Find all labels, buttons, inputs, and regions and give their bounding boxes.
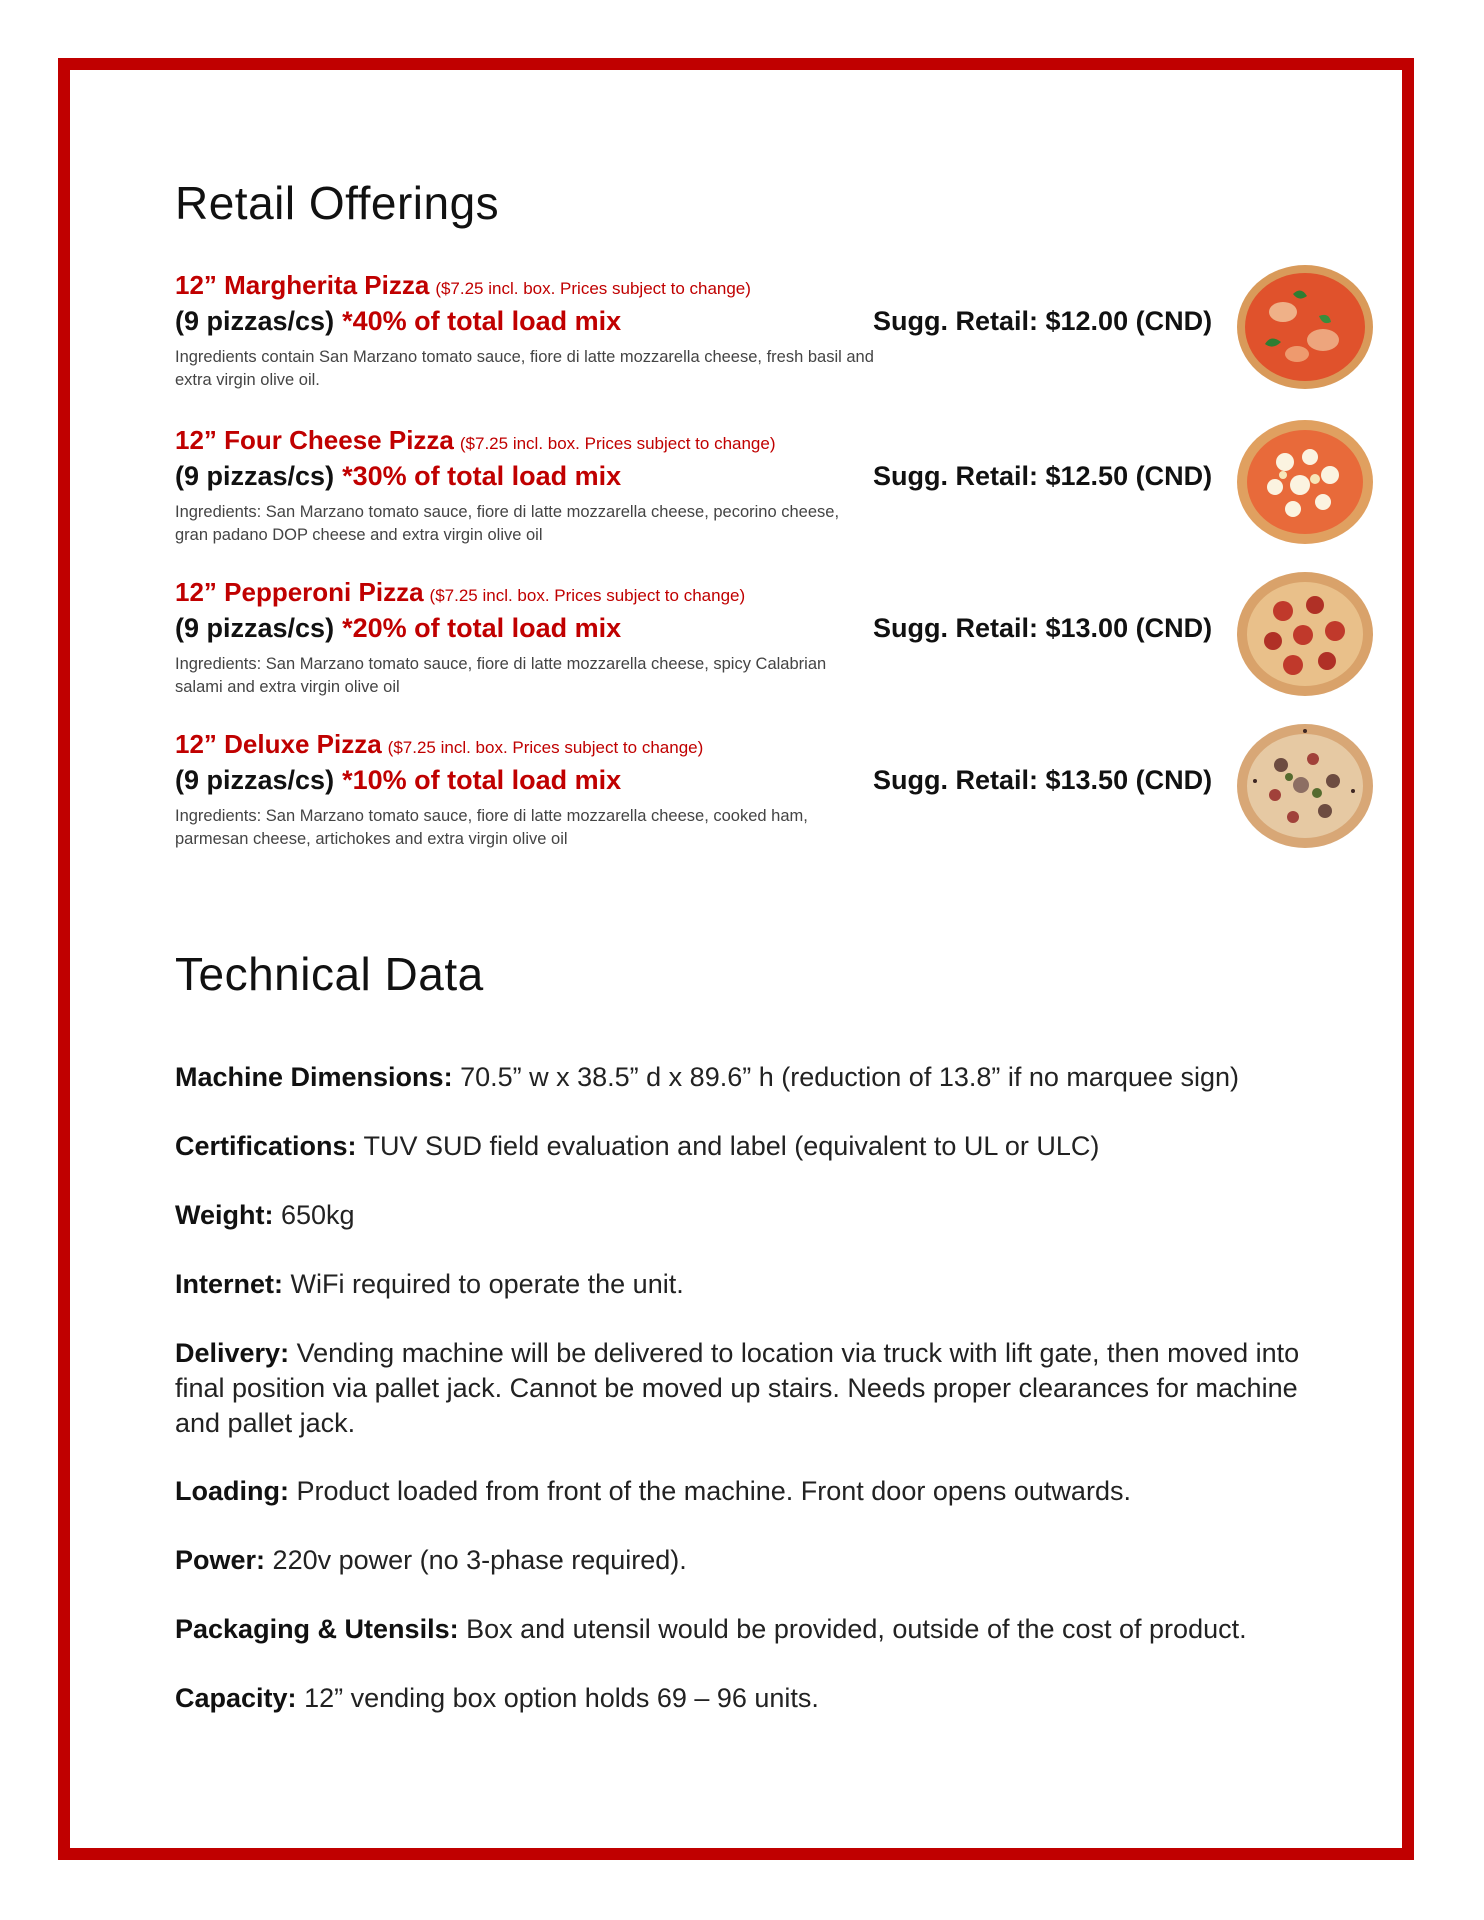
product-load-mix: *40% of total load mix — [342, 306, 622, 336]
product-four-cheese — [175, 425, 1395, 565]
product-load-mix: *10% of total load mix — [342, 765, 622, 795]
tech-internet — [175, 1267, 1325, 1302]
deluxe-pizza-image — [1235, 721, 1375, 851]
tech-power — [175, 1543, 1325, 1578]
product-suggested-retail: Sugg. Retail: $13.00 (CND) — [873, 613, 1213, 643]
product-case-count: (9 pizzas/cs) — [175, 306, 335, 336]
product-name: 12” Deluxe Pizza — [175, 729, 382, 759]
tech-value: 12” vending box option holds 69 – 96 units. — [304, 1683, 819, 1713]
tech-label: Internet: — [175, 1269, 283, 1299]
product-load-mix: *30% of total load mix — [342, 461, 622, 491]
tech-machine-dimensions — [175, 1060, 1325, 1095]
four-cheese-pizza-image — [1235, 417, 1375, 547]
product-load-mix: *20% of total load mix — [342, 613, 622, 643]
product-case-count: (9 pizzas/cs) — [175, 613, 335, 643]
tech-value: 70.5” w x 38.5” d x 89.6” h (reduction of 13.8” if no marquee sign) — [460, 1062, 1239, 1092]
tech-label: Power: — [175, 1545, 266, 1575]
tech-label: Machine Dimensions: — [175, 1062, 453, 1092]
tech-value: Box and utensil would be provided, outside of the cost of product. — [466, 1614, 1247, 1644]
product-suggested-retail: Sugg. Retail: $13.50 (CND) — [873, 765, 1213, 795]
tech-value: Product loaded from front of the machine. Front door opens outwards. — [296, 1476, 1131, 1506]
product-price-note: ($7.25 incl. box. Prices subject to change) — [459, 434, 776, 453]
product-ingredients: Ingredients: San Marzano tomato sauce, fiore di latte mozzarella cheese, spicy Calabrian salami and extra virgin olive oil — [175, 655, 827, 696]
tech-value: TUV SUD field evaluation and label (equivalent to UL or ULC) — [363, 1131, 1100, 1161]
retail-offerings-title: Retail Offerings — [175, 177, 500, 229]
tech-delivery — [175, 1336, 1325, 1441]
product-name: 12” Pepperoni Pizza — [175, 577, 424, 607]
product-case-count: (9 pizzas/cs) — [175, 461, 335, 491]
product-margherita — [175, 270, 1395, 410]
product-deluxe — [175, 729, 1395, 869]
product-name: 12” Four Cheese Pizza — [175, 425, 454, 455]
tech-packaging-utensils — [175, 1612, 1325, 1647]
tech-value: WiFi required to operate the unit. — [290, 1269, 684, 1299]
tech-value: 220v power (no 3-phase required). — [272, 1545, 687, 1575]
tech-label: Delivery: — [175, 1338, 290, 1368]
product-pepperoni — [175, 577, 1395, 717]
tech-label: Capacity: — [175, 1683, 297, 1713]
product-ingredients: Ingredients: San Marzano tomato sauce, fiore di latte mozzarella cheese, pecorino cheese, gran padano DOP cheese and extra virgin olive oil — [175, 503, 840, 544]
product-ingredients: Ingredients: San Marzano tomato sauce, fiore di latte mozzarella cheese, cooked ham, parmesan cheese, artichokes and extra virgin olive oil — [175, 807, 808, 848]
tech-capacity — [175, 1681, 1325, 1716]
pepperoni-pizza-image — [1235, 569, 1375, 699]
tech-label: Certifications: — [175, 1131, 357, 1161]
tech-weight — [175, 1198, 1325, 1233]
product-price-note: ($7.25 incl. box. Prices subject to change) — [429, 586, 746, 605]
product-case-count: (9 pizzas/cs) — [175, 765, 335, 795]
product-price-note: ($7.25 incl. box. Prices subject to change) — [435, 279, 751, 298]
tech-certifications — [175, 1129, 1325, 1164]
product-price-note: ($7.25 incl. box. Prices subject to change) — [387, 738, 704, 757]
tech-label: Packaging & Utensils: — [175, 1614, 459, 1644]
tech-loading — [175, 1474, 1325, 1509]
product-ingredients: Ingredients contain San Marzano tomato sauce, fiore di latte mozzarella cheese, fresh basil and extra virgin olive oil. — [175, 348, 874, 389]
technical-data-title: Technical Data — [175, 948, 484, 1000]
tech-label: Loading: — [175, 1476, 289, 1506]
tech-label: Weight: — [175, 1200, 274, 1230]
product-suggested-retail: Sugg. Retail: $12.00 (CND) — [873, 306, 1213, 336]
product-name: 12” Margherita Pizza — [175, 270, 430, 300]
tech-value: 650kg — [281, 1200, 355, 1230]
margherita-pizza-image — [1235, 262, 1375, 392]
product-suggested-retail: Sugg. Retail: $12.50 (CND) — [873, 461, 1213, 491]
tech-value: Vending machine will be delivered to location via truck with lift gate, then moved into final position via pallet jack. Cannot be moved up stairs. Needs proper clearances for machine and pallet jack. — [175, 1338, 1300, 1438]
